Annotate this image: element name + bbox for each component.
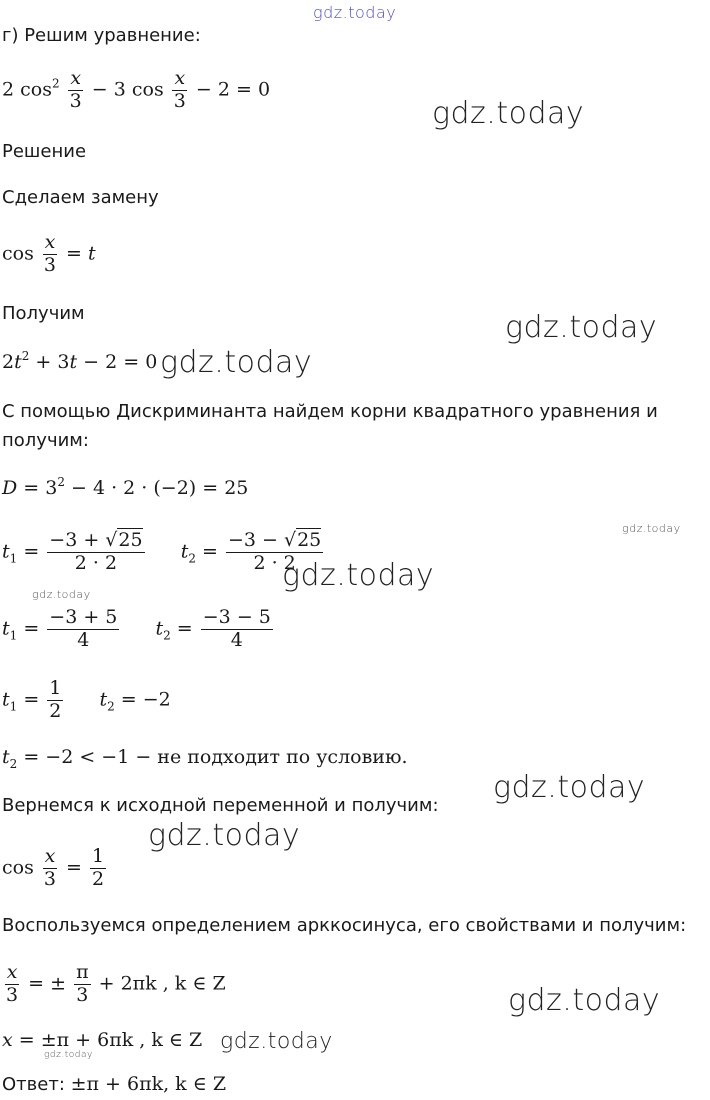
solution-step-2: x = ±π + 6πk , k ∈ Z [2, 1029, 203, 1051]
watermark-small: gdz.today [44, 1050, 93, 1060]
get-label: Получим [2, 303, 85, 324]
original-equation: 2 $\cos^2$ $\frac{x}{3}$ − 3 cos $\frac{x}{3}$ − 2 = 0 [2, 67, 271, 112]
problem-heading: г) Решим уравнение: [2, 25, 201, 46]
watermark: gdz.today [148, 818, 301, 853]
watermark: gdz.today [505, 310, 658, 345]
back-text: Вернемся к исходной переменной и получим: [2, 795, 439, 816]
roots-values: $t_1$ = $\frac{1}{2}$ $t_2 = -2$ [2, 677, 171, 722]
quadratic-equation: $2t^2 + 3t - 2 = 0$ [2, 349, 158, 373]
watermark-top: gdz.today [313, 3, 397, 22]
back-equation: cos $\frac{x}{3}$ = $\frac{1}{2}$ [2, 845, 105, 890]
watermark: gdz.today [493, 770, 646, 805]
discriminant-text-2: получим: [2, 430, 89, 451]
roots-simplified: $t_1$ = $\frac{-3 + 5}{4}$ $t_2$ = $\frac{-3 - 5}{4}$ [2, 606, 271, 651]
watermark: gdz.today [508, 983, 661, 1018]
answer: Ответ: ±π + 6πk, k ∈ Z [2, 1073, 227, 1095]
substitution-equation: cos $\frac{x}{3}$ = t [2, 231, 96, 276]
arccos-text: Воспользуемся определением арккосинуса, его свойствами и получим: [2, 915, 687, 936]
solution-step-1: $\frac{x}{3}$ = ± $\frac{\pi}{3}$ + 2πk , k ∈ Z [6, 961, 226, 1006]
watermark-medium: gdz.today [220, 1029, 333, 1054]
watermark-small: gdz.today [622, 522, 681, 535]
watermark: gdz.today [160, 345, 313, 380]
substitution-label: Сделаем замену [2, 187, 159, 208]
discriminant-equation: $D = 3^2 - 4 \cdot 2 \cdot (-2) = 25$ [2, 475, 249, 499]
solution-label: Решение [2, 141, 87, 162]
watermark: gdz.today [432, 96, 585, 131]
watermark: gdz.today [282, 558, 435, 593]
roots-formula: $t_1$ = $\frac{-3 + √25}{2 \cdot 2}$ $t_2$ = $\frac{-3 - √25}{2 \cdot 2}$ [2, 529, 322, 574]
reject-root: $t_2 = -2 < -1$ − не подходит по условию. [2, 746, 408, 771]
watermark-small: gdz.today [32, 588, 91, 601]
discriminant-text: С помощью Дискриминанта найдем корни квадратного уравнения и [2, 401, 658, 422]
